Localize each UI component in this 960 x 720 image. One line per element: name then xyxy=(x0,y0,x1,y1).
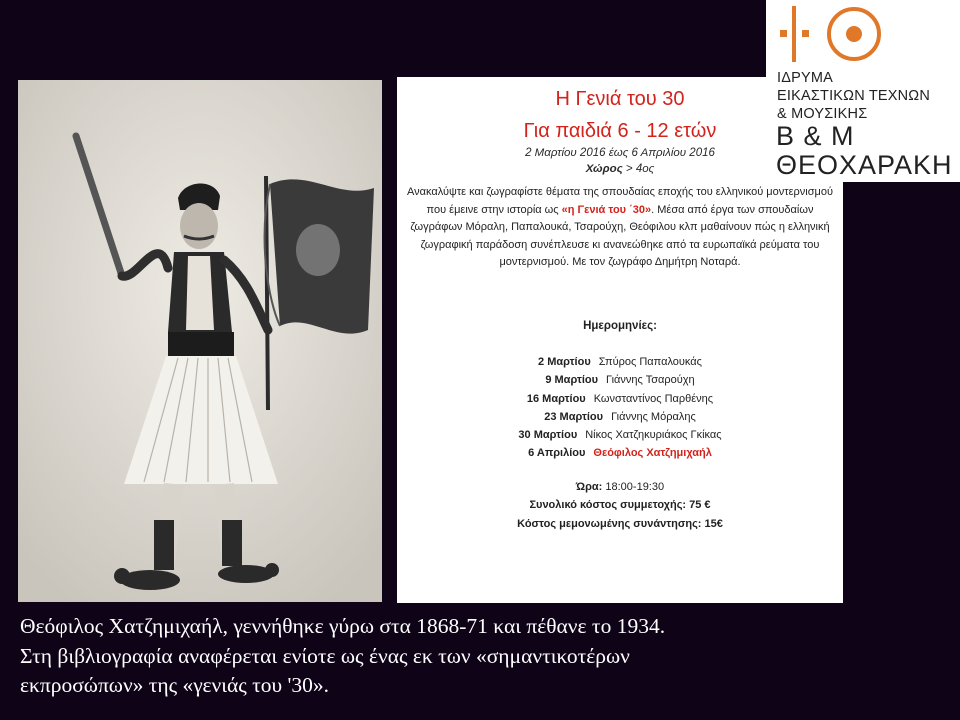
foundation-logo xyxy=(766,0,960,182)
total-cost xyxy=(397,496,843,514)
logo-line2: ΕΙΚΑΣΤΙΚΩΝ ΤΕΧΝΩΝ xyxy=(777,88,931,104)
schedule-date: 16 Μαρτίου xyxy=(526,392,586,405)
schedule-row xyxy=(397,408,843,426)
schedule-row xyxy=(397,353,843,371)
poster-description xyxy=(403,184,837,272)
time-label: Ώρα: xyxy=(575,481,603,493)
logo-big-line2: ΘΕΟΧΑΡΑΚΗ xyxy=(776,150,953,180)
schedule-date: 30 Μαρτίου xyxy=(518,429,578,442)
slide-caption xyxy=(20,612,950,701)
schedule-artist: Σπύρος Παπαλουκάς xyxy=(598,356,702,368)
schedule-date: 23 Μαρτίου xyxy=(544,410,604,423)
schedule-artist: Κωνσταντίνος Παρθένης xyxy=(593,392,714,405)
schedule-row xyxy=(397,444,843,462)
time-row xyxy=(397,478,843,496)
poster-title: Η Γενιά του 30 xyxy=(555,88,685,110)
desc-highlight: «η Γενιά του ΄30» xyxy=(561,203,652,216)
schedule-list xyxy=(397,353,843,463)
schedule-artist: Γιάννης Τσαρούχη xyxy=(606,374,695,387)
schedule-date: 9 Μαρτίου xyxy=(545,374,599,387)
portrait-photo xyxy=(18,80,382,602)
single-cost-text: Κόστος μεμονωμένης συνάντησης: 15€ xyxy=(517,517,723,530)
total-cost-text: Συνολικό κόστος συμμετοχής: 75 € xyxy=(529,499,711,512)
dates-heading: Ημερομηνίες: xyxy=(583,320,657,332)
desc-part1: Ανακαλύψτε και ζωγραφίστε θέματα της σπουδαίας εποχής του ελληνικού μοντερνισμού που έμεινε στην ιστορία ως xyxy=(407,186,833,216)
caption-line3: εκπροσώπων» της «γενιάς του '30». xyxy=(20,673,330,697)
schedule-date: 6 Απριλίου xyxy=(528,447,586,460)
poster-subtitle: Για παιδιά 6 - 12 ετών xyxy=(523,120,717,142)
caption-line1: Θεόφιλος Χατζημιχαήλ, γεννήθηκε γύρω στα 1868-71 και πέθανε το 1934. xyxy=(20,614,666,638)
caption-line2: Στη βιβλιογραφία αναφέρεται ενίοτε ως ένας εκ των «σημαντικοτέρων xyxy=(20,643,630,668)
single-cost xyxy=(397,515,843,533)
schedule-date: 2 Μαρτίου xyxy=(538,356,591,368)
logo-line1: ΙΔΡΥΜΑ xyxy=(777,70,834,86)
time-value: 18:00-19:30 xyxy=(602,481,665,493)
schedule-artist: Θεόφιλος Χατζημιχαήλ xyxy=(593,447,712,460)
poster-dates: 2 Μαρτίου 2016 έως 6 Απριλίου 2016 xyxy=(525,147,715,159)
logo-big-line1: Β & Μ xyxy=(776,121,855,151)
schedule-row xyxy=(397,426,843,444)
space-label: Χώρος xyxy=(585,163,623,175)
schedule-artist: Γιάννης Μόραλης xyxy=(611,410,696,423)
schedule-row xyxy=(397,390,843,408)
schedule-artist: Νίκος Χατζηκυριάκος Γκίκας xyxy=(585,429,722,442)
schedule-row xyxy=(397,371,843,389)
logo-line3: & ΜΟΥΣΙΚΗΣ xyxy=(777,106,868,122)
desc-part2: . Μέσα από έργα των σπουδαίων ζωγράφων Μόραλη, Παπαλουκά, Τσαρούχη, Θεόφιλου κλπ μαθαίνουν πώς η ελληνική ζωγραφική παράδοση συνέπλευσε κι ανανεώθηκε από τα ευρωπαϊκά ρεύματα του μοντερνισμού. Με τον ζωγράφο Δημήτρη Νοταρά. xyxy=(410,203,830,269)
logo-mark-icon xyxy=(772,4,892,66)
space-value: > 4ος xyxy=(622,163,655,175)
poster-info xyxy=(397,478,843,533)
